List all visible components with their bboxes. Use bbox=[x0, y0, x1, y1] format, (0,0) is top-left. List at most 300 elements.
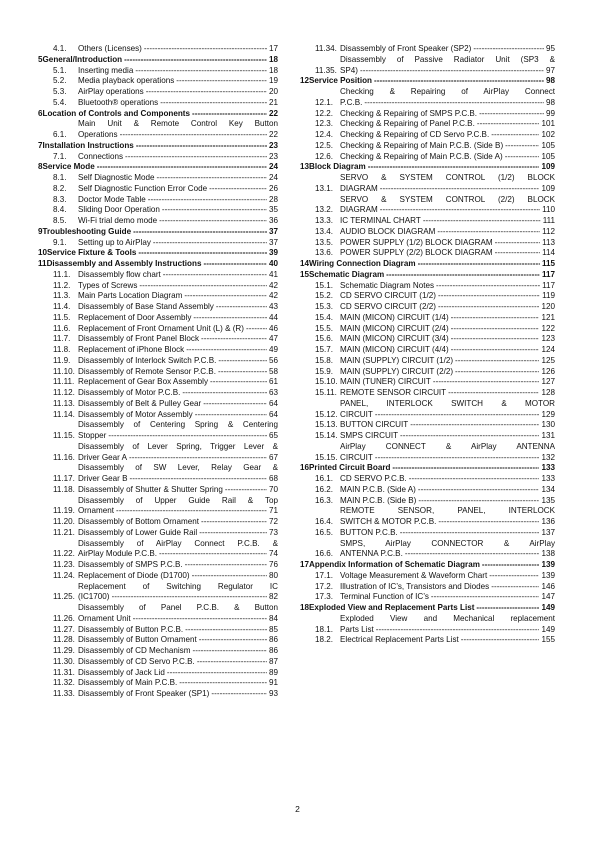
toc-entry-number: 15.6. bbox=[315, 334, 334, 344]
toc-entry-number: 11.13. bbox=[53, 398, 75, 408]
toc-entry-title: Replacement of iPhone Block bbox=[78, 345, 185, 354]
toc-entry[interactable] bbox=[38, 367, 278, 378]
toc-entry-text bbox=[309, 76, 555, 87]
toc-entry[interactable] bbox=[38, 184, 278, 195]
toc-entry-title: Sliding Door Operation bbox=[78, 205, 160, 215]
toc-entry[interactable] bbox=[300, 463, 555, 474]
toc-entry[interactable] bbox=[38, 162, 278, 173]
dot-leader bbox=[195, 410, 267, 421]
toc-entry[interactable] bbox=[38, 324, 278, 335]
toc-entry[interactable] bbox=[300, 474, 555, 485]
toc-entry-text bbox=[78, 442, 278, 464]
toc-entry-title: Disassembly of Belt & Pulley Gear bbox=[78, 398, 202, 408]
dot-leader bbox=[133, 227, 267, 238]
toc-entry[interactable] bbox=[38, 66, 278, 77]
toc-entry[interactable] bbox=[300, 506, 555, 528]
toc-entry-number: 11.35. bbox=[315, 65, 337, 75]
toc-entry-number: 15.5. bbox=[315, 323, 334, 333]
toc-entry-title: Schematic Diagram Notes bbox=[340, 280, 435, 290]
toc-entry-title-continued: SWITCH & MOTOR P.C.B. bbox=[340, 517, 437, 526]
dot-leader bbox=[185, 625, 267, 636]
toc-entry-title: Disassembly of Motor P.C.B. bbox=[78, 388, 181, 397]
dot-leader bbox=[374, 76, 544, 87]
dot-leader bbox=[129, 474, 267, 485]
toc-entry-text bbox=[309, 603, 555, 614]
toc-entry-number: 6 bbox=[38, 108, 43, 118]
toc-entry[interactable] bbox=[38, 657, 278, 668]
toc-entry[interactable] bbox=[38, 76, 278, 87]
toc-entry-page: 68 bbox=[268, 474, 278, 483]
dot-leader bbox=[410, 420, 539, 431]
toc-entry-page: 74 bbox=[268, 549, 278, 559]
toc-entry-page: 19 bbox=[268, 76, 278, 86]
dot-leader bbox=[380, 184, 540, 195]
toc-entry-number: 12.6. bbox=[315, 151, 334, 161]
toc-entry-text bbox=[78, 496, 278, 518]
toc-entry[interactable] bbox=[38, 248, 278, 259]
toc-entry[interactable] bbox=[300, 109, 555, 120]
toc-entry-title: Wiring Connection Diagram bbox=[309, 259, 416, 268]
dot-leader bbox=[148, 195, 267, 206]
dot-leader bbox=[418, 496, 539, 507]
toc-entry-text bbox=[78, 87, 278, 98]
dot-leader bbox=[138, 248, 267, 259]
toc-entry[interactable] bbox=[300, 614, 555, 636]
toc-entry-title: Installation Instructions bbox=[42, 140, 134, 150]
toc-entry[interactable] bbox=[300, 291, 555, 302]
toc-entry-text bbox=[340, 141, 555, 152]
toc-entry-text bbox=[78, 367, 278, 378]
toc-entry-title: BUTTON P.C.B. bbox=[340, 527, 398, 537]
toc-entry-number: 11.28. bbox=[53, 635, 75, 645]
toc-entry[interactable] bbox=[300, 324, 555, 335]
dot-leader bbox=[438, 291, 540, 302]
toc-entry-title: General/Introduction bbox=[42, 54, 123, 64]
toc-entry-number: 15.14. bbox=[315, 431, 338, 440]
toc-entry-title: CD SERVO CIRCUIT (2/2) bbox=[340, 302, 436, 311]
toc-entry-page: 149 bbox=[541, 603, 555, 612]
toc-entry[interactable] bbox=[300, 173, 555, 195]
dot-leader bbox=[246, 324, 267, 335]
toc-entry-text bbox=[340, 334, 555, 345]
dot-leader bbox=[438, 517, 539, 528]
toc-entry-page: 17 bbox=[268, 44, 278, 53]
toc-entry[interactable] bbox=[300, 420, 555, 431]
dot-leader bbox=[116, 506, 267, 517]
toc-entry-page: 112 bbox=[542, 226, 555, 236]
toc-entry-number: 11.15. bbox=[53, 431, 75, 440]
toc-entry[interactable] bbox=[38, 141, 278, 152]
toc-entry-title-continued: P.C.B. bbox=[340, 97, 363, 107]
toc-entry[interactable] bbox=[38, 195, 278, 206]
toc-entry[interactable] bbox=[38, 55, 278, 66]
toc-entry[interactable] bbox=[300, 259, 555, 270]
dot-leader bbox=[216, 302, 267, 313]
toc-entry[interactable] bbox=[300, 571, 555, 582]
toc-entry-title: Main Unit & Remote Control Key Button bbox=[78, 119, 278, 129]
toc-entry-title: Disassembly of Interlock Switch P.C.B. bbox=[78, 355, 217, 365]
toc-entry[interactable] bbox=[38, 571, 278, 582]
toc-entry-text bbox=[78, 625, 278, 636]
toc-entry-title: MAIN (MICON) CIRCUIT (2/4) bbox=[340, 323, 449, 333]
toc-entry[interactable] bbox=[38, 216, 278, 227]
toc-entry-title: Setting up to AirPlay bbox=[78, 237, 151, 247]
toc-entry-page: 24 bbox=[268, 173, 278, 182]
toc-entry-number: 13.3. bbox=[315, 216, 334, 225]
toc-entry[interactable] bbox=[38, 485, 278, 496]
dot-leader bbox=[146, 87, 267, 98]
toc-entry-title: MAIN (MICON) CIRCUIT (4/4) bbox=[340, 345, 449, 354]
toc-entry-title: Exploded View and Replacement Parts List bbox=[309, 603, 475, 612]
toc-entry[interactable] bbox=[300, 367, 555, 378]
toc-entry-title: Printed Circuit Board bbox=[309, 463, 391, 473]
toc-entry[interactable] bbox=[300, 55, 555, 77]
toc-entry-text bbox=[340, 635, 555, 646]
toc-entry[interactable] bbox=[38, 560, 278, 571]
toc-entry[interactable] bbox=[300, 431, 555, 442]
toc-entry-number: 11.10. bbox=[53, 366, 75, 376]
toc-entry-number: 9.1. bbox=[53, 237, 67, 247]
toc-entry[interactable] bbox=[300, 152, 555, 163]
toc-entry[interactable] bbox=[38, 463, 278, 485]
toc-entry[interactable] bbox=[38, 270, 278, 281]
toc-entry[interactable] bbox=[38, 399, 278, 410]
toc-entry-title-continued: SP4) bbox=[340, 65, 358, 75]
toc-entry-page: 139 bbox=[541, 560, 555, 569]
toc-entry-title: Wi-Fi trial demo mode bbox=[78, 216, 158, 225]
toc-entry-page: 130 bbox=[541, 420, 555, 430]
dot-leader bbox=[380, 205, 540, 216]
toc-entry-text bbox=[78, 399, 278, 410]
toc-entry-title: Disassembly of Bottom Ornament bbox=[78, 517, 199, 526]
toc-entry-text bbox=[340, 592, 555, 603]
toc-entry[interactable] bbox=[38, 528, 278, 539]
toc-entry-number: 11.25. bbox=[53, 592, 75, 602]
toc-entry[interactable] bbox=[38, 205, 278, 216]
toc-entry-text bbox=[340, 55, 555, 77]
dot-leader bbox=[400, 528, 540, 539]
toc-entry-text bbox=[78, 539, 278, 561]
toc-entry[interactable] bbox=[38, 98, 278, 109]
toc-entry-title: Main Parts Location Diagram bbox=[78, 291, 183, 301]
toc-entry-text bbox=[78, 485, 278, 496]
toc-entry-page: 124 bbox=[541, 345, 555, 354]
toc-entry-number: 11.4. bbox=[53, 302, 71, 311]
toc-entry-title: Disassembly of Centering Spring & Centering bbox=[78, 420, 278, 430]
toc-entry[interactable] bbox=[300, 528, 555, 539]
toc-entry-text bbox=[340, 248, 555, 259]
toc-entry[interactable] bbox=[300, 227, 555, 238]
toc-entry[interactable] bbox=[300, 119, 555, 130]
toc-entry[interactable] bbox=[300, 560, 555, 571]
toc-entry-title: Disassembly of CD Servo P.C.B. bbox=[78, 656, 195, 666]
toc-entry-page: 64 bbox=[268, 398, 278, 408]
toc-entry-number: 15.8. bbox=[315, 355, 334, 365]
toc-entry[interactable] bbox=[38, 109, 278, 120]
toc-entry[interactable] bbox=[300, 635, 555, 646]
dot-leader bbox=[451, 313, 540, 324]
toc-entry-page: 41 bbox=[268, 269, 278, 279]
toc-entry-text bbox=[78, 560, 278, 571]
toc-entry-page: 21 bbox=[268, 97, 278, 107]
toc-entry[interactable] bbox=[300, 270, 555, 281]
toc-entry-title: Self Diagnostic Mode bbox=[78, 173, 155, 182]
toc-entry-title: Checking & Repairing of Main P.C.B. (Side B) bbox=[340, 140, 504, 150]
toc-entry[interactable] bbox=[300, 539, 555, 561]
toc-entry[interactable] bbox=[38, 238, 278, 249]
toc-entry-number: 12.3. bbox=[315, 119, 334, 129]
toc-entry[interactable] bbox=[38, 539, 278, 561]
toc-entry[interactable] bbox=[300, 592, 555, 603]
toc-entry-text bbox=[340, 388, 555, 399]
toc-entry-title: Replacement of Front Ornament Unit (L) & (R) bbox=[78, 323, 244, 333]
toc-entry-page: 56 bbox=[268, 355, 278, 365]
dot-leader bbox=[409, 474, 540, 485]
toc-entry[interactable] bbox=[300, 238, 555, 249]
dot-leader bbox=[162, 205, 267, 216]
toc-entry[interactable] bbox=[38, 517, 278, 528]
toc-entry-title: Disassembly of Main P.C.B. bbox=[78, 678, 178, 688]
dot-leader bbox=[505, 141, 539, 152]
toc-entry-page: 147 bbox=[541, 592, 555, 602]
toc-entry[interactable] bbox=[300, 76, 555, 87]
toc-entry[interactable] bbox=[38, 625, 278, 636]
dot-leader bbox=[135, 66, 267, 77]
toc-entry-text bbox=[78, 302, 278, 313]
dot-leader bbox=[225, 485, 267, 496]
toc-entry[interactable] bbox=[38, 119, 278, 141]
toc-entry[interactable] bbox=[300, 334, 555, 345]
toc-entry[interactable] bbox=[38, 646, 278, 657]
toc-entry-page: 133 bbox=[541, 474, 555, 483]
toc-entry[interactable] bbox=[38, 496, 278, 518]
toc-entry-page: 85 bbox=[268, 624, 278, 634]
dot-leader bbox=[448, 388, 539, 399]
dot-leader bbox=[400, 431, 539, 442]
toc-entry-title: Self Diagnostic Function Error Code bbox=[78, 183, 208, 193]
toc-entry[interactable] bbox=[38, 313, 278, 324]
toc-entry[interactable] bbox=[38, 345, 278, 356]
toc-entry-page: 89 bbox=[268, 667, 278, 677]
toc-entry-page: 49 bbox=[268, 345, 278, 354]
toc-entry[interactable] bbox=[300, 162, 555, 173]
toc-entry-number: 16.1. bbox=[315, 474, 334, 483]
toc-entry-number: 17.1. bbox=[315, 570, 334, 580]
toc-entry[interactable] bbox=[38, 173, 278, 184]
toc-entry[interactable] bbox=[38, 44, 278, 55]
toc-entry[interactable] bbox=[38, 442, 278, 464]
toc-entry[interactable] bbox=[300, 302, 555, 313]
toc-entry[interactable] bbox=[38, 334, 278, 345]
toc-entry-text bbox=[78, 184, 278, 195]
toc-entry-page: 109 bbox=[541, 183, 555, 193]
toc-entry[interactable] bbox=[300, 281, 555, 292]
toc-entry-page: 43 bbox=[268, 302, 278, 311]
toc-entry[interactable] bbox=[38, 291, 278, 302]
toc-entry-text bbox=[78, 377, 278, 388]
toc-entry-number: 15.12. bbox=[315, 409, 338, 419]
toc-entry[interactable] bbox=[300, 496, 555, 507]
toc-entry[interactable] bbox=[38, 420, 278, 442]
toc-entry-number: 15.11. bbox=[315, 388, 337, 397]
toc-entry-title: Disassembly of Base Stand Assembly bbox=[78, 302, 214, 311]
toc-entry-number: 8.2. bbox=[53, 183, 67, 193]
dot-leader bbox=[375, 453, 540, 464]
toc-entry-number: 13 bbox=[300, 162, 310, 172]
page-number: 2 bbox=[295, 804, 300, 814]
toc-entry-title: Inserting media bbox=[78, 65, 134, 75]
toc-entry-title: Disassembly of AirPlay Connect P.C.B. & bbox=[78, 538, 278, 548]
toc-entry[interactable] bbox=[300, 388, 555, 399]
toc-entry[interactable] bbox=[300, 141, 555, 152]
toc-entry-title-continued: CIRCUIT bbox=[340, 452, 373, 462]
toc-entry-page: 128 bbox=[541, 388, 555, 397]
dot-leader bbox=[120, 130, 267, 141]
toc-entry-number: 15.13. bbox=[315, 420, 338, 430]
toc-entry-page: 149 bbox=[541, 624, 555, 634]
toc-entry[interactable] bbox=[300, 44, 555, 55]
toc-entry-title-continued: (IC1700) bbox=[78, 592, 110, 602]
toc-entry[interactable] bbox=[38, 678, 278, 689]
toc-entry[interactable] bbox=[38, 281, 278, 292]
toc-entry[interactable] bbox=[38, 582, 278, 604]
toc-entry[interactable] bbox=[38, 377, 278, 388]
toc-entry-page: 26 bbox=[268, 183, 278, 193]
toc-entry[interactable] bbox=[300, 216, 555, 227]
toc-entry[interactable] bbox=[300, 195, 555, 217]
toc-entry-text bbox=[78, 281, 278, 292]
toc-entry-text bbox=[78, 334, 278, 345]
toc-entry[interactable] bbox=[300, 582, 555, 593]
toc-entry-text bbox=[340, 442, 555, 464]
toc-entry-number: 16.4. bbox=[315, 517, 334, 526]
toc-entry-text bbox=[43, 109, 278, 120]
toc-entry-title: Replacement of Door Assembly bbox=[78, 312, 192, 322]
toc-entry-text bbox=[78, 205, 278, 216]
toc-entry-page: 120 bbox=[541, 302, 555, 311]
toc-entry-text bbox=[340, 109, 555, 120]
toc-entry-number: 7.1. bbox=[53, 151, 67, 161]
toc-entry[interactable] bbox=[300, 248, 555, 259]
dot-leader bbox=[451, 324, 540, 335]
toc-entry[interactable] bbox=[38, 635, 278, 646]
toc-entry-title: AUDIO BLOCK DIAGRAM bbox=[340, 226, 436, 236]
toc-entry-title: IC TERMINAL CHART bbox=[340, 216, 421, 225]
toc-entry-text bbox=[78, 44, 278, 55]
toc-entry-text bbox=[43, 55, 278, 66]
toc-entry[interactable] bbox=[38, 87, 278, 98]
dot-leader bbox=[360, 66, 544, 77]
toc-entry[interactable] bbox=[300, 130, 555, 141]
toc-entry-number: 11.6. bbox=[53, 323, 71, 333]
toc-entry-title: SERVO & SYSTEM CONTROL (1/2) BLOCK bbox=[340, 173, 555, 182]
toc-entry-page: 109 bbox=[541, 162, 555, 172]
toc-entry[interactable] bbox=[300, 603, 555, 614]
toc-entry[interactable] bbox=[300, 345, 555, 356]
toc-entry-text bbox=[78, 657, 278, 668]
toc-entry[interactable] bbox=[38, 603, 278, 625]
toc-entry-title-continued: AirPlay Module P.C.B. bbox=[78, 549, 158, 559]
toc-entry-title: CD SERVO P.C.B. bbox=[340, 474, 407, 483]
toc-entry-number: 18.1. bbox=[315, 624, 334, 634]
toc-entry-title: Disassembly of Passive Radiator Unit (SP3 & bbox=[340, 54, 555, 64]
toc-entry-title: Disassembly of Shutter & Shutter Spring bbox=[78, 484, 223, 494]
toc-entry[interactable] bbox=[38, 388, 278, 399]
toc-entry-title: Disassembly of Panel P.C.B. & Button bbox=[78, 603, 278, 612]
toc-entry-number: 11.9. bbox=[53, 355, 71, 365]
toc-entry[interactable] bbox=[38, 410, 278, 421]
toc-entry[interactable] bbox=[300, 377, 555, 388]
toc-entry-page: 119 bbox=[542, 291, 555, 301]
toc-entry-page: 137 bbox=[541, 527, 555, 537]
toc-entry[interactable] bbox=[38, 356, 278, 367]
toc-entry-title: Disassembly of Lower Guide Rail bbox=[78, 527, 198, 537]
dot-leader bbox=[431, 592, 540, 603]
toc-entry-page: 146 bbox=[541, 581, 555, 591]
toc-entry-title: Disassembly of Jack Lid bbox=[78, 667, 165, 677]
dot-leader bbox=[461, 635, 540, 646]
toc-entry-text bbox=[78, 410, 278, 421]
dot-leader bbox=[433, 377, 540, 388]
toc-entry[interactable] bbox=[300, 485, 555, 496]
toc-entry-text bbox=[78, 582, 278, 604]
toc-entry[interactable] bbox=[300, 356, 555, 367]
toc-entry-page: 23 bbox=[268, 151, 278, 161]
toc-entry[interactable] bbox=[300, 313, 555, 324]
toc-entry-number: 13.2. bbox=[315, 205, 334, 215]
toc-entry-text bbox=[340, 420, 555, 431]
toc-entry-number: 5.3. bbox=[53, 87, 67, 96]
toc-entry-page: 20 bbox=[268, 87, 278, 96]
toc-entry-number: 16 bbox=[300, 463, 310, 473]
toc-entry[interactable] bbox=[38, 259, 278, 270]
toc-entry-title-continued: Driver Gear B bbox=[78, 474, 128, 483]
toc-entry[interactable] bbox=[300, 87, 555, 109]
dot-leader bbox=[97, 162, 267, 173]
toc-entry[interactable] bbox=[300, 399, 555, 421]
toc-entry[interactable] bbox=[38, 689, 278, 700]
toc-entry[interactable] bbox=[300, 442, 555, 464]
toc-entry-text bbox=[340, 152, 555, 163]
toc-entry-text bbox=[340, 377, 555, 388]
toc-entry-number: 17 bbox=[300, 560, 310, 569]
toc-entry-number: 11.29. bbox=[53, 646, 75, 655]
dot-leader bbox=[193, 313, 267, 324]
toc-entry-page: 126 bbox=[541, 366, 555, 376]
toc-entry-number: 13.4. bbox=[315, 226, 334, 236]
toc-entry-number: 7 bbox=[38, 140, 43, 150]
toc-entry-title-continued: Driver Gear A bbox=[78, 452, 128, 462]
toc-entry-page: 87 bbox=[268, 656, 278, 666]
toc-entry-title-continued: Ornament bbox=[78, 506, 114, 516]
dot-leader bbox=[133, 614, 267, 625]
dot-leader bbox=[153, 238, 267, 249]
toc-entry-text bbox=[340, 302, 555, 313]
toc-entry-number: 16.6. bbox=[315, 549, 334, 559]
toc-entry-number: 11.23. bbox=[53, 560, 75, 569]
toc-entry-title: SMPS CIRCUIT bbox=[340, 431, 399, 440]
toc-entry-number: 8.3. bbox=[53, 194, 67, 204]
toc-entry-number: 11.8. bbox=[53, 345, 71, 354]
toc-entry-page: 63 bbox=[268, 388, 278, 397]
toc-entry[interactable] bbox=[38, 152, 278, 163]
toc-entry[interactable] bbox=[38, 668, 278, 679]
toc-entry[interactable] bbox=[38, 227, 278, 238]
toc-entry-page: 47 bbox=[268, 334, 278, 344]
dot-leader bbox=[376, 625, 540, 636]
toc-entry[interactable] bbox=[38, 302, 278, 313]
toc-entry-text bbox=[340, 345, 555, 356]
